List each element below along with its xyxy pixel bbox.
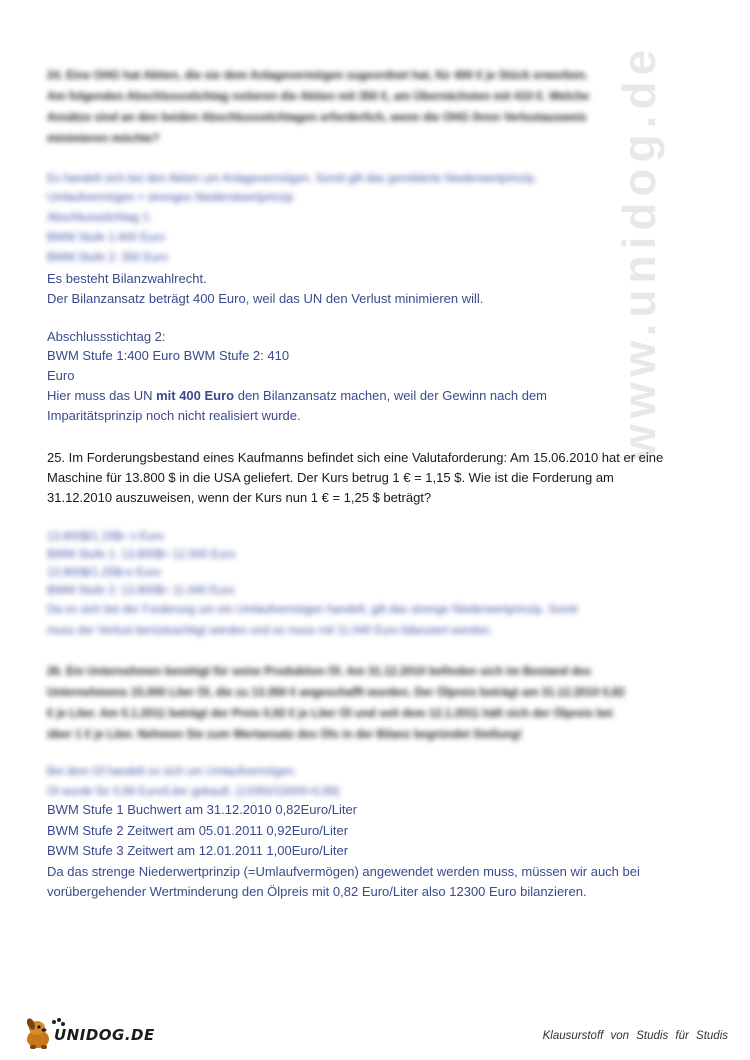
q24-answer-line-2: Der Bilanzansatz beträgt 400 Euro, weil das UN den Verlust minimieren will. [47,291,484,306]
q24-conclusion-line-1 [47,387,547,405]
q26-question-line-2: Unternehmens 15.000 Liter Öl, die zu 13.350 € angeschafft wurden. Der Ölpreis beträgt am 31.12.2010 0,82 [47,687,625,699]
q26-answer-line-5: vorübergehender Wertminderung den Ölpreis mit 0,82 Euro/Liter also 12300 Euro bilanzieren. [47,884,587,899]
logo-text: UNIDOG.DE [54,1026,155,1044]
q26-question-line-1: 26. Ein Unternehmen benötigt für seine Produktion Öl. Am 31.12.2010 befinden sich im Bestand des [47,666,592,678]
q26-answer-line-3: BWM Stufe 3 Zeitwert am 12.01.2011 1,00Euro/Liter [47,843,349,858]
q24-stichtag2-line-2: BWM Stufe 1:400 Euro BWM Stufe 2: 410 [47,348,290,363]
q24-conclusion-prefix: Hier muss das UN [47,388,157,403]
watermark: www.unidog.de [613,43,665,460]
footer-tagline: Klausurstoff von Studis für Studis [542,1030,728,1042]
q24-answer-blurred-1: Es handelt sich bei den Aktien um Anlagevermögen. Somit gilt das gemilderte Niederwertprinzip. [47,173,538,185]
q24-answer-blurred-4: BWM Stufe 1:400 Euro [47,232,165,244]
q24-conclusion-line-2: Imparitätsprinzip noch nicht realisiert wurde. [47,408,301,423]
q25-answer-blurred-1: 13.800$/1.15$= x Euro [47,531,164,543]
q26-answer-blurred-1: Bei dem Öl handelt es sich um Umlaufvermögen. [47,766,297,778]
q25-question-line-2: Maschine für 13.800 $ in die USA geliefert. Der Kurs betrug 1 € = 1,15 $. Wie ist die Forderung am [47,470,614,485]
q25-question-line-1: 25. Im Forderungsbestand eines Kaufmanns befindet sich eine Valutaforderung: Am 15.06.2010 hat er eine [47,450,664,465]
q24-answer-blurred-2: Umlaufvermögen = strenges Niederstwertprinzip [47,192,294,204]
q24-answer-blurred-3: Abschlussstichtag 1: [47,212,152,224]
q25-answer-blurred-2: BWM Stufe 1: 13.800$= 12.000 Euro [47,549,236,561]
q25-answer-blurred-3: 13.800$/1.25$=x Euro [47,567,161,579]
q26-answer-line-2: BWM Stufe 2 Zeitwert am 05.01.2011 0,92Euro/Liter [47,823,349,838]
q24-conclusion-suffix: den Bilanzansatz machen, weil der Gewinn nach dem [234,388,548,403]
q24-stichtag2-line-3: Euro [47,368,75,383]
q24-question-line-1: 24. Eine OHG hat Aktien, die sie dem Anlagevermögen zugeordnet hat, für 400 € je Stück erworben. [47,70,589,82]
q25-answer-blurred-6: muss der Verlust berücksichtigt werden und es muss mit 11.040 Euro bilanziert werden. [47,625,493,637]
q24-stichtag2-line-1: Abschlussstichtag 2: [47,329,166,344]
q26-answer-blurred-2: Öl wurde für 0,89 Euro/Liter gekauft. (13350/15000=0,89) [47,786,340,798]
q24-question-line-2: Am folgenden Abschlussstichtag notieren die Aktien mit 350 €, am Übernächsten mit 410 €. Welche [47,91,590,103]
q24-answer-line-1: Es besteht Bilanzwahlrecht. [47,271,207,286]
q26-answer-line-4: Da das strenge Niederwertprinzip (=Umlaufvermögen) angewendet werden muss, müssen wir auch bei [47,864,640,879]
q26-answer-line-1: BWM Stufe 1 Buchwert am 31.12.2010 0,82Euro/Liter [47,802,358,817]
q24-conclusion-bold: mit 400 Euro [156,388,235,403]
q24-question-line-4: minimieren möchte? [47,133,160,145]
q25-answer-blurred-4: BWM Stufe 2: 13.800$= 11.040 Euro [47,585,235,597]
q25-question-line-3: 31.12.2010 auszuweisen, wenn der Kurs nun 1 € = 1,25 $ beträgt? [47,490,432,505]
q26-question-line-3: € je Liter. Am 5.1.2011 beträgt der Preis 0,92 € je Liter Öl und seit dem 12.1.2011 hält sich der Ölpreis bei [47,708,613,720]
q25-answer-blurred-5: Da es sich bei der Forderung um ein Umlaufvermögen handelt, gilt das strenge Niederwertprinzip. Somit [47,604,578,616]
q24-question-line-3: Ansätze sind an den beiden Abschlussstichtagen erforderlich, wenn die OHG ihren Verlustausweis [47,112,587,124]
q24-answer-blurred-5: BWM Stufe 2: 350 Euro [47,252,168,264]
q26-question-line-4: über 1 € je Liter. Nehmen Sie zum Wertansatz des Öls in der Bilanz begründet Stellung! [47,729,523,741]
